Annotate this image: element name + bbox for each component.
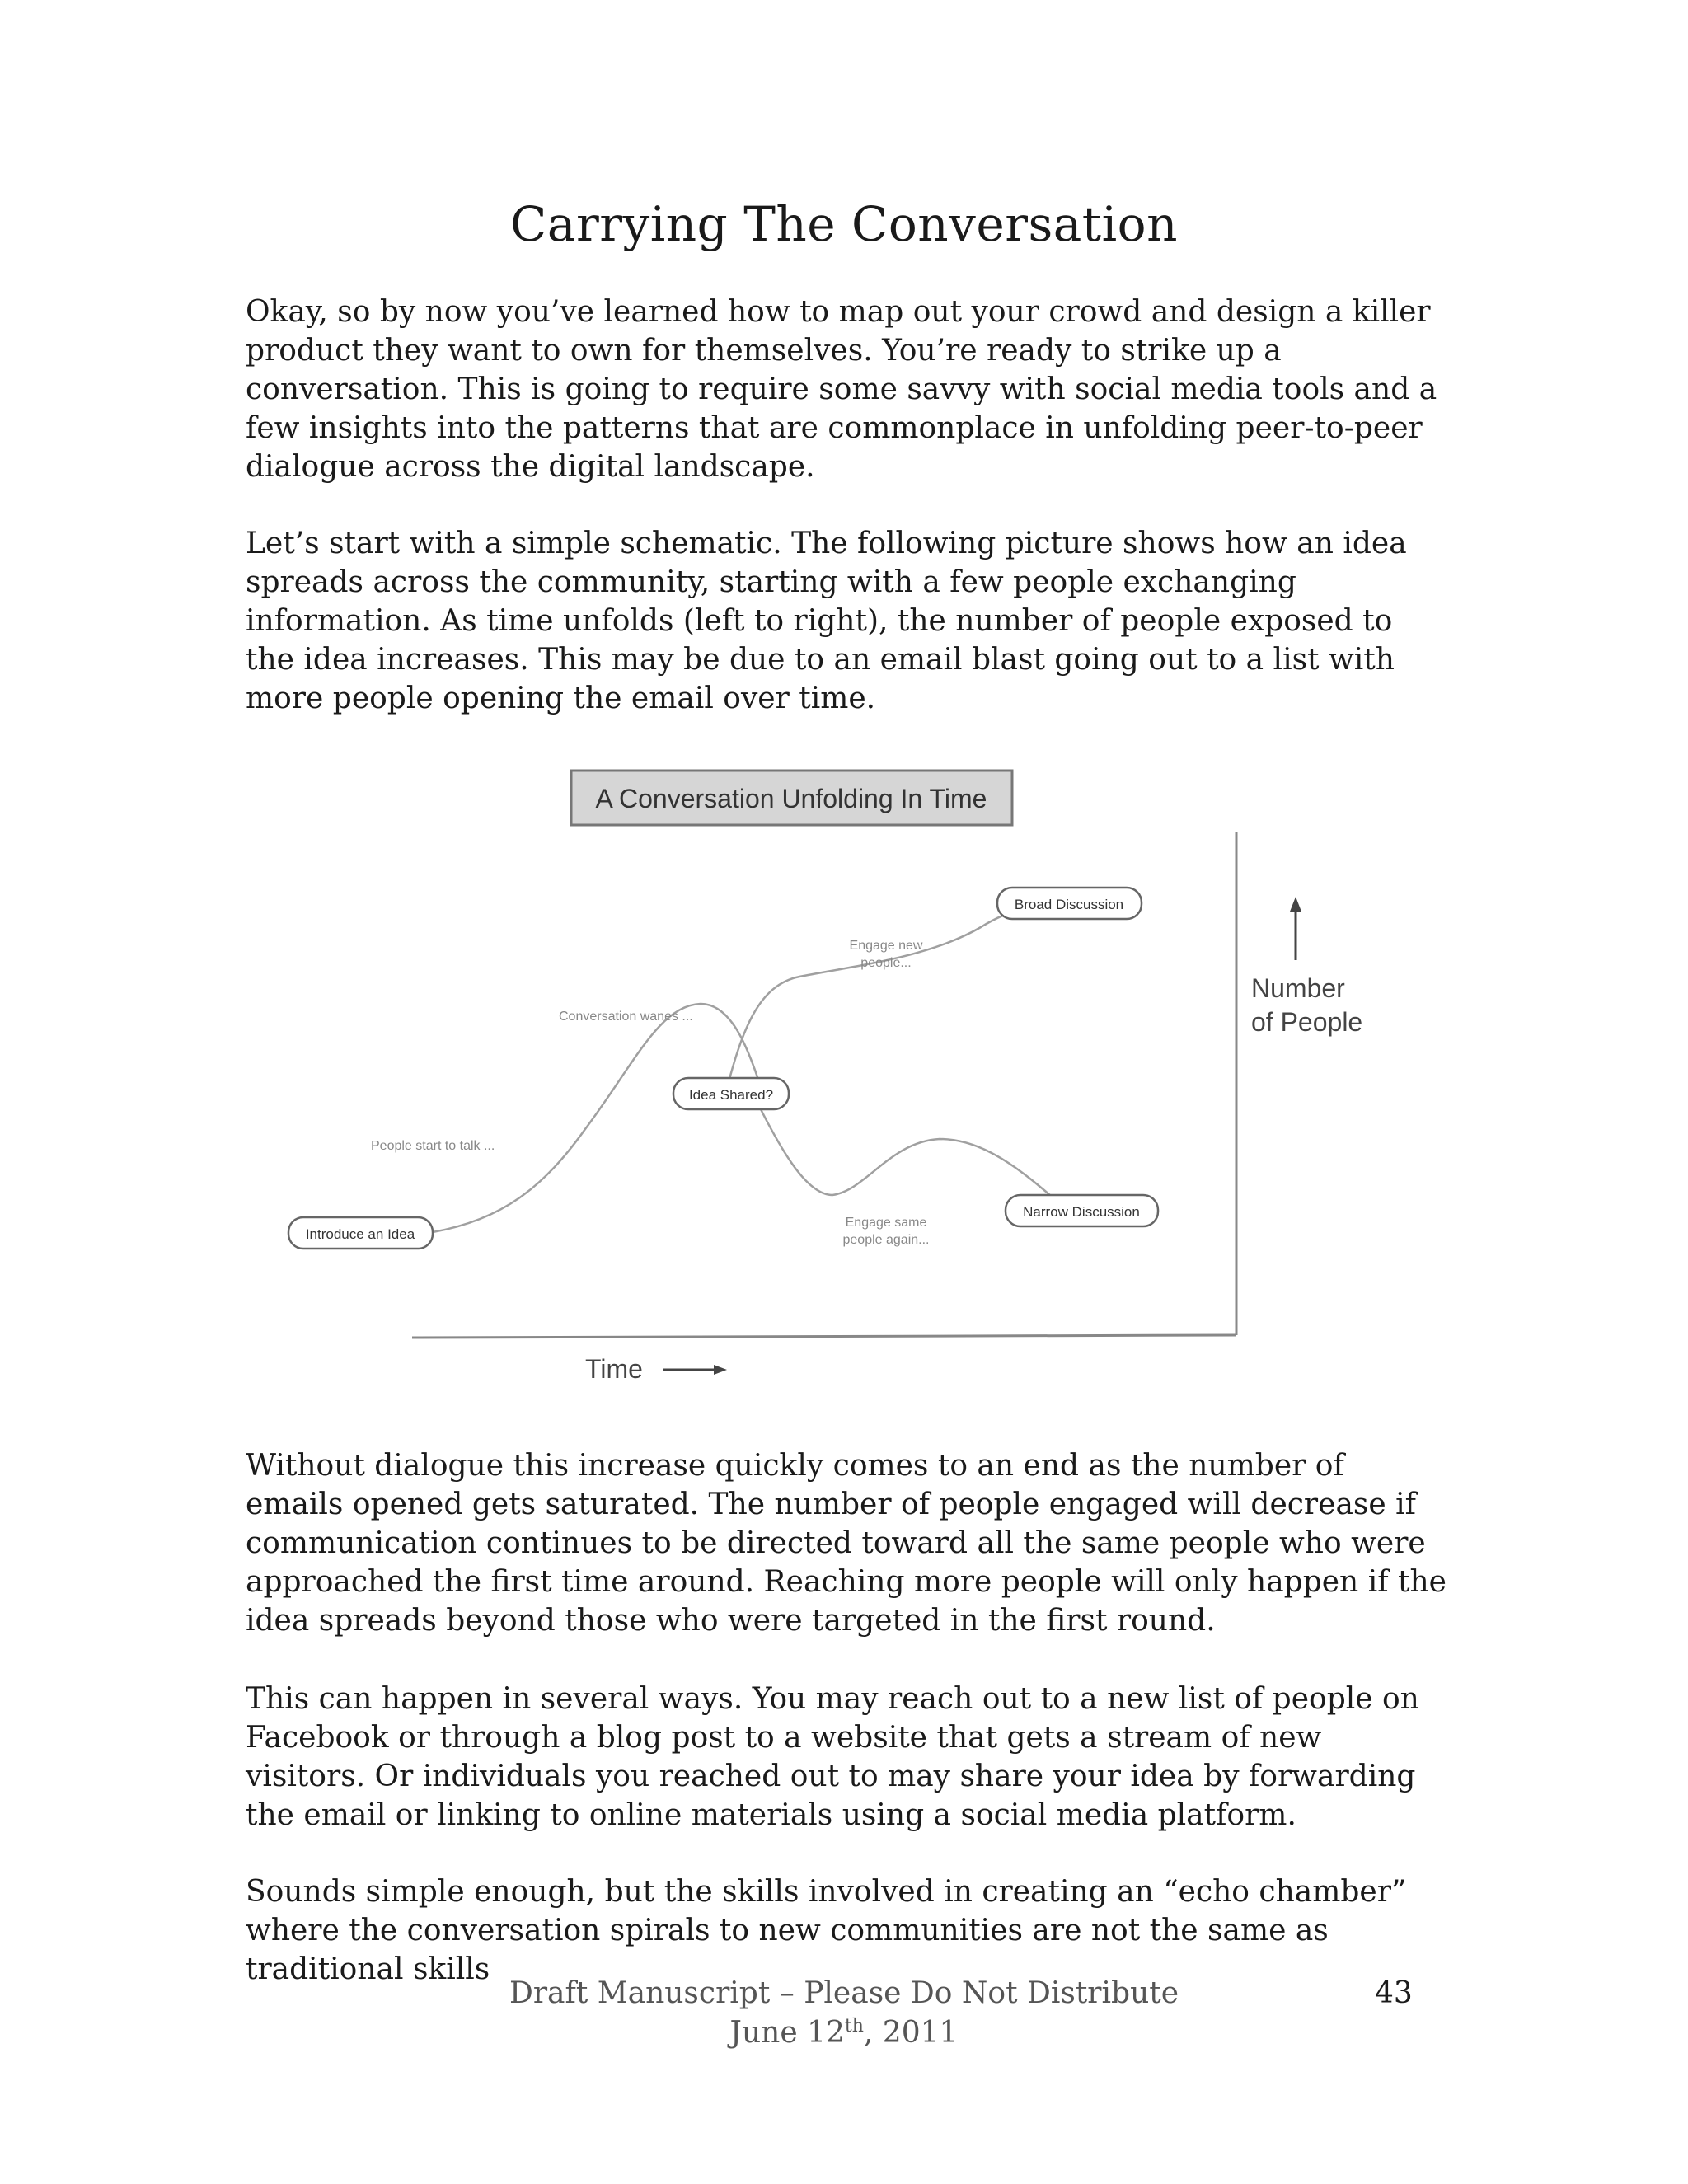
y-axis-label-line1: Number: [1251, 973, 1345, 1003]
node-idea-shared-label: Idea Shared?: [688, 1087, 774, 1103]
annotation-wanes: Conversation wanes ...: [559, 1010, 693, 1024]
paragraph-saturation: Without dialogue this increase quickly comes to an end as the number of emails opened gets saturated. The number of people engaged will decrease if communication continues to be directed toward all the same people who were approached the first time around. Reaching more people will only happen if the idea spreads beyond those who were targeted in the first round.: [246, 1449, 1447, 1638]
paragraph-ways: This can happen in several ways. You may reach out to a new list of people on Facebook or through a blog post to a website that gets a stream of new visitors. Or individuals you reached out to may share your idea by forwarding the email or linking to online materials using a social media platform.: [246, 1682, 1419, 1832]
annotation-engage-same-1: Engage same: [845, 1216, 927, 1230]
x-axis-line: [412, 1335, 1236, 1338]
annotation-engage-same-2: people again...: [842, 1233, 930, 1247]
page-number: 43: [1375, 1976, 1413, 2010]
paragraph-intro: Okay, so by now you’ve learned how to map out your crowd and design a killer product they want to own for themselves. You’re ready to strike up a conversation. This is going to require some savvy with social media tools and a few insights into the patterns that are commonplace in unfolding peer-to-peer dialogue across the digital landscape.: [246, 295, 1437, 484]
annotation-start-talk: People start to talk ...: [371, 1139, 495, 1153]
footer-date-prefix: June 12: [729, 2016, 845, 2050]
x-axis-label: Time: [585, 1354, 643, 1384]
y-axis-label-line2: of People: [1251, 1007, 1363, 1037]
node-broad-label: Broad Discussion: [1014, 897, 1124, 912]
node-narrow-label: Narrow Discussion: [1023, 1204, 1140, 1220]
curve-rise: [433, 1004, 758, 1232]
paragraph-schematic: Let’s start with a simple schematic. The following picture shows how an idea spreads across the community, starting with a few people exchanging information. As time unfolds (left to right), the number of people exposed to the idea increases. This may be due to an email blast going out to a list with more people opening the email over time.: [246, 527, 1407, 715]
footer-date-sup: th: [844, 2016, 864, 2036]
curve-broad: [725, 903, 1063, 1094]
footer-date-suffix: , 2011: [863, 2016, 959, 2050]
paragraph-echo-chamber: Sounds simple enough, but the skills involved in creating an “echo chamber” where the conversation spirals to new communities are not the same as traditional skills: [246, 1875, 1407, 1986]
page-title: Carrying The Conversation: [510, 196, 1178, 252]
footer-date: [0, 2016, 1688, 2050]
footer-draft-notice: Draft Manuscript – Please Do Not Distribute: [509, 1976, 1179, 2010]
annotation-engage-new-1: Engage new: [849, 939, 923, 953]
annotation-engage-new-2: people...: [860, 956, 912, 970]
diagram-svg: [272, 758, 1426, 1401]
conversation-diagram: [272, 758, 1426, 1401]
node-introduce-label: Introduce an Idea: [305, 1226, 415, 1242]
diagram-title: A Conversation Unfolding In Time: [595, 784, 987, 813]
y-arrow-head: [1290, 897, 1301, 912]
x-arrow-head: [714, 1365, 727, 1375]
